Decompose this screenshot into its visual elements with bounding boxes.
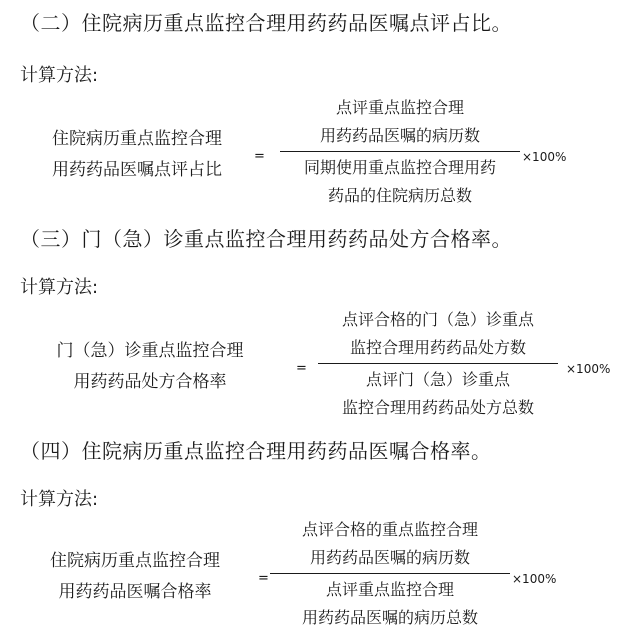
formula-lhs (30, 546, 240, 608)
lhs-line-2: 用药药品医嘱点评占比 (52, 160, 222, 180)
section-3-method-label: 计算方法: (20, 277, 99, 298)
denominator-line-1: 点评门（急）诊重点 (365, 370, 510, 389)
fraction (318, 306, 558, 422)
numerator-line-1: 点评合格的重点监控合理 (301, 520, 478, 539)
fraction (270, 516, 510, 632)
equals-sign: = (258, 571, 269, 586)
cropped-previous-line (0, 0, 638, 3)
fraction-bar (280, 151, 520, 152)
section-4-method-label: 计算方法: (20, 489, 99, 510)
numerator-line-1: 点评合格的门（急）诊重点 (341, 310, 534, 329)
lhs-line-2: 用药药品医嘱合格率 (58, 582, 212, 602)
equals-sign: = (296, 361, 307, 376)
formula-lhs (32, 124, 242, 186)
multiplier: ×100% (522, 150, 567, 164)
formula-lhs (30, 336, 270, 398)
numerator-line-2: 用药药品医嘱的病历数 (319, 126, 480, 145)
section-2-heading: （二）住院病历重点监控合理用药药品医嘱点评占比。 (20, 11, 512, 35)
multiplier: ×100% (512, 572, 557, 586)
numerator-line-2: 监控合理用药药品处方数 (349, 338, 526, 357)
fraction (280, 94, 520, 210)
denominator-line-1: 同期使用重点监控合理用药 (303, 158, 496, 177)
numerator-line-2: 用药药品医嘱的病历数 (309, 548, 470, 567)
section-4-heading: （四）住院病历重点监控合理用药药品医嘱合格率。 (20, 439, 492, 463)
equals-sign: = (254, 149, 265, 164)
fraction-bar (318, 363, 558, 364)
lhs-line-1: 住院病历重点监控合理 (50, 551, 220, 571)
lhs-line-1: 住院病历重点监控合理 (52, 129, 222, 149)
section-2-method-label: 计算方法: (20, 65, 99, 86)
denominator-line-2: 监控合理用药药品处方总数 (341, 398, 534, 417)
lhs-line-1: 门（急）诊重点监控合理 (56, 341, 244, 361)
denominator-line-2: 用药药品医嘱的病历总数 (301, 608, 478, 627)
multiplier: ×100% (566, 362, 611, 376)
lhs-line-2: 用药药品处方合格率 (73, 372, 227, 392)
denominator-line-1: 点评重点监控合理 (325, 580, 454, 599)
numerator-line-1: 点评重点监控合理 (335, 98, 464, 117)
section-3-heading: （三）门（急）诊重点监控合理用药药品处方合格率。 (20, 227, 512, 251)
fraction-bar (270, 573, 510, 574)
denominator-line-2: 药品的住院病历总数 (327, 186, 472, 205)
